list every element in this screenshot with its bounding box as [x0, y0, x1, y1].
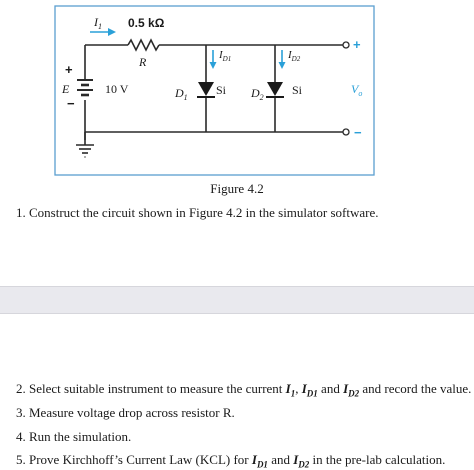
id1-label: $I_{D1}$ [219, 49, 232, 63]
d2-label: $D_2$ [251, 86, 264, 102]
source-name: E [62, 82, 70, 96]
resistor-name: R [139, 55, 147, 69]
id2-arrow-icon [279, 50, 286, 69]
diode-d1 [197, 82, 215, 97]
diode-d2 [266, 82, 284, 97]
battery-symbol [77, 80, 93, 95]
i1-label: $I_1$ [94, 15, 102, 31]
resistor-zigzag [128, 40, 159, 50]
step-3: 3. Measure voltage drop across resistor R. [16, 405, 235, 420]
vo-minus-sign: − [354, 125, 362, 140]
step-1: 1. Construct the circuit shown in Figure 4.2 in the simulator software. [16, 205, 379, 220]
circuit-diagram [0, 0, 474, 180]
d1-type: Si [216, 83, 227, 97]
vo-label: $V_o$ [351, 82, 363, 98]
d2-type: Si [292, 83, 303, 97]
source-plus-sign: + [65, 62, 73, 77]
page-separator [0, 286, 474, 314]
id1-arrow-icon [210, 50, 217, 69]
resistor-value: 0.5 kΩ [128, 16, 165, 30]
step-4: 4. Run the simulation. [16, 429, 132, 444]
step-5: 5. Prove Kirchhoff’s Current Law (KCL) for $I_{D1}$ and $I_{D2}$ in the pre-lab calculation. [16, 452, 446, 470]
d1-label: $D_1$ [175, 86, 188, 102]
i1-arrow-icon [90, 28, 116, 36]
ground-icon [76, 145, 94, 157]
figure-caption: Figure 4.2 [210, 181, 264, 196]
output-terminal-negative [343, 129, 349, 135]
step-2: 2. Select suitable instrument to measure the current $I_1$, $I_{D1}$ and $I_{D2}$ and record the value. [16, 381, 472, 399]
output-terminal-positive [343, 42, 349, 48]
source-minus-sign: − [67, 96, 75, 111]
source-value: 10 V [105, 82, 129, 96]
id2-label: $I_{D2}$ [288, 49, 301, 63]
vo-plus-sign: + [353, 37, 361, 52]
